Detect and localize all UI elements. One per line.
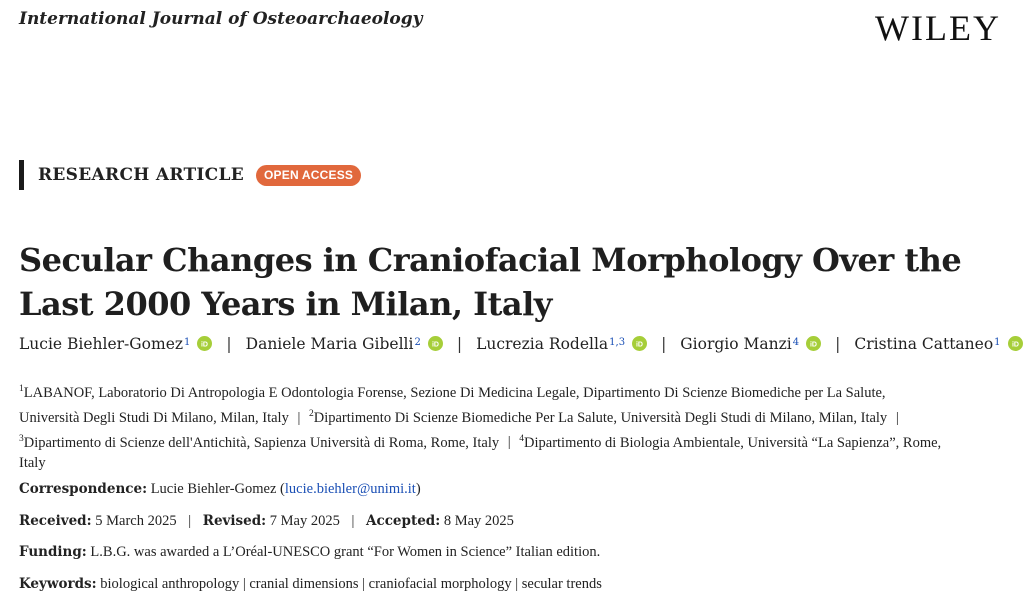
keywords [19, 576, 602, 593]
article-type-row [19, 160, 361, 190]
author-separator: | [456, 335, 463, 353]
affiliation-separator: | [297, 409, 301, 426]
orcid-icon[interactable] [632, 336, 647, 351]
journal-title[interactable]: International Journal of Osteoarchaeology [19, 9, 423, 29]
author [19, 335, 212, 353]
author-affiliation-ref[interactable]: 1 [994, 336, 1001, 348]
author-affiliation-ref[interactable]: 2 [414, 336, 421, 348]
author [476, 335, 647, 353]
keywords-label: Keywords: [19, 576, 97, 592]
author-list [19, 335, 1019, 353]
affiliation-number: 1 [19, 384, 24, 394]
author [680, 335, 821, 353]
author-separator: | [661, 335, 667, 353]
svg-text:iD: iD [431, 340, 439, 348]
author [246, 335, 443, 353]
article-title: Secular Changes in Craniofacial Morphology Over the Last 2000 Years in Milan, Italy [19, 241, 962, 323]
svg-text:iD: iD [636, 340, 644, 348]
author-name[interactable]: Giorgio Manzi [680, 335, 792, 353]
affiliation-text: Dipartimento di Biologia Ambientale, Università “La Sapienza”, Rome, Italy [19, 434, 942, 472]
funding-text: L.B.G. was awarded a L’Oréal-UNESCO grant “For Women in Science” Italian edition. [90, 544, 601, 560]
date-separator: | [188, 513, 192, 529]
article-dates [19, 513, 514, 530]
author-name[interactable]: Lucie Biehler-Gomez [19, 335, 184, 353]
author-name[interactable]: Lucrezia Rodella [476, 335, 609, 353]
svg-text:iD: iD [201, 340, 209, 348]
keyword-separator: | [242, 576, 246, 592]
affiliation-number: 4 [519, 433, 525, 444]
author-affiliation-ref[interactable]: 1 [184, 336, 191, 348]
received-label: Received: [19, 513, 92, 529]
keyword-separator: | [515, 576, 519, 592]
svg-text:iD: iD [1011, 340, 1019, 348]
author-name[interactable]: Daniele Maria Gibelli [245, 335, 414, 353]
orcid-icon[interactable] [806, 336, 821, 351]
author-separator: | [835, 335, 841, 353]
correspondence-email[interactable]: lucie.biehler@unimi.it [284, 481, 416, 497]
correspondence: Correspondence: Lucie Biehler-Gomez (lucie.biehler@unimi.it) [19, 481, 421, 497]
keyword[interactable]: secular trends [521, 576, 602, 592]
affiliation-text: Dipartimento Di Scienze Biomediche Per La Salute, Università Degli Studi di Milano, Milan, Italy [313, 409, 888, 426]
orcid-icon[interactable] [1008, 336, 1023, 351]
affiliation-separator: | [507, 434, 511, 451]
article-type-bar [19, 160, 24, 190]
open-access-badge: OPEN ACCESS [256, 165, 361, 186]
keyword[interactable]: cranial dimensions [249, 576, 359, 592]
accepted-date: 8 May 2025 [443, 513, 514, 529]
date-separator: | [351, 513, 355, 529]
affiliation-number: 3 [19, 433, 24, 444]
article-type: RESEARCH ARTICLE [38, 165, 245, 185]
funding-label: Funding: [19, 544, 87, 560]
keyword-separator: | [362, 576, 366, 592]
orcid-icon[interactable] [428, 336, 443, 351]
revised-label: Revised: [202, 513, 267, 529]
author-affiliation-ref[interactable]: 4 [792, 336, 800, 348]
keyword[interactable]: biological anthropology [100, 576, 240, 592]
author-affiliation-ref[interactable]: 1,3 [609, 336, 626, 348]
keyword[interactable]: craniofacial morphology [368, 576, 512, 592]
correspondence-label: Correspondence: [19, 481, 148, 497]
orcid-icon[interactable] [197, 336, 212, 351]
affiliation-number: 2 [309, 408, 314, 419]
received-date: 5 March 2025 [95, 513, 177, 529]
affiliation-text: LABANOF, Laboratorio Di Antropologia E Odontologia Forense, Sezione Di Medicina Legale, Dipartimento Di Scienze Biomediche per La Salute, Università Degli Studi Di Milano, Milan, Italy [19, 384, 886, 426]
svg-text:iD: iD [810, 340, 818, 348]
funding [19, 544, 600, 561]
author-separator: | [226, 335, 232, 353]
accepted-label: Accepted: [366, 513, 441, 529]
publisher-logo[interactable]: WILEY [875, 8, 1001, 48]
author [854, 335, 1022, 353]
correspondence-name: Lucie Biehler-Gomez [150, 481, 277, 497]
affiliation-text: Dipartimento di Scienze dell'Antichità, Sapienza Università di Roma, Rome, Italy [23, 434, 500, 451]
revised-date: 7 May 2025 [269, 513, 340, 529]
affiliation-separator: | [895, 409, 899, 426]
affiliations [19, 379, 949, 474]
author-name[interactable]: Cristina Cattaneo [854, 335, 994, 353]
